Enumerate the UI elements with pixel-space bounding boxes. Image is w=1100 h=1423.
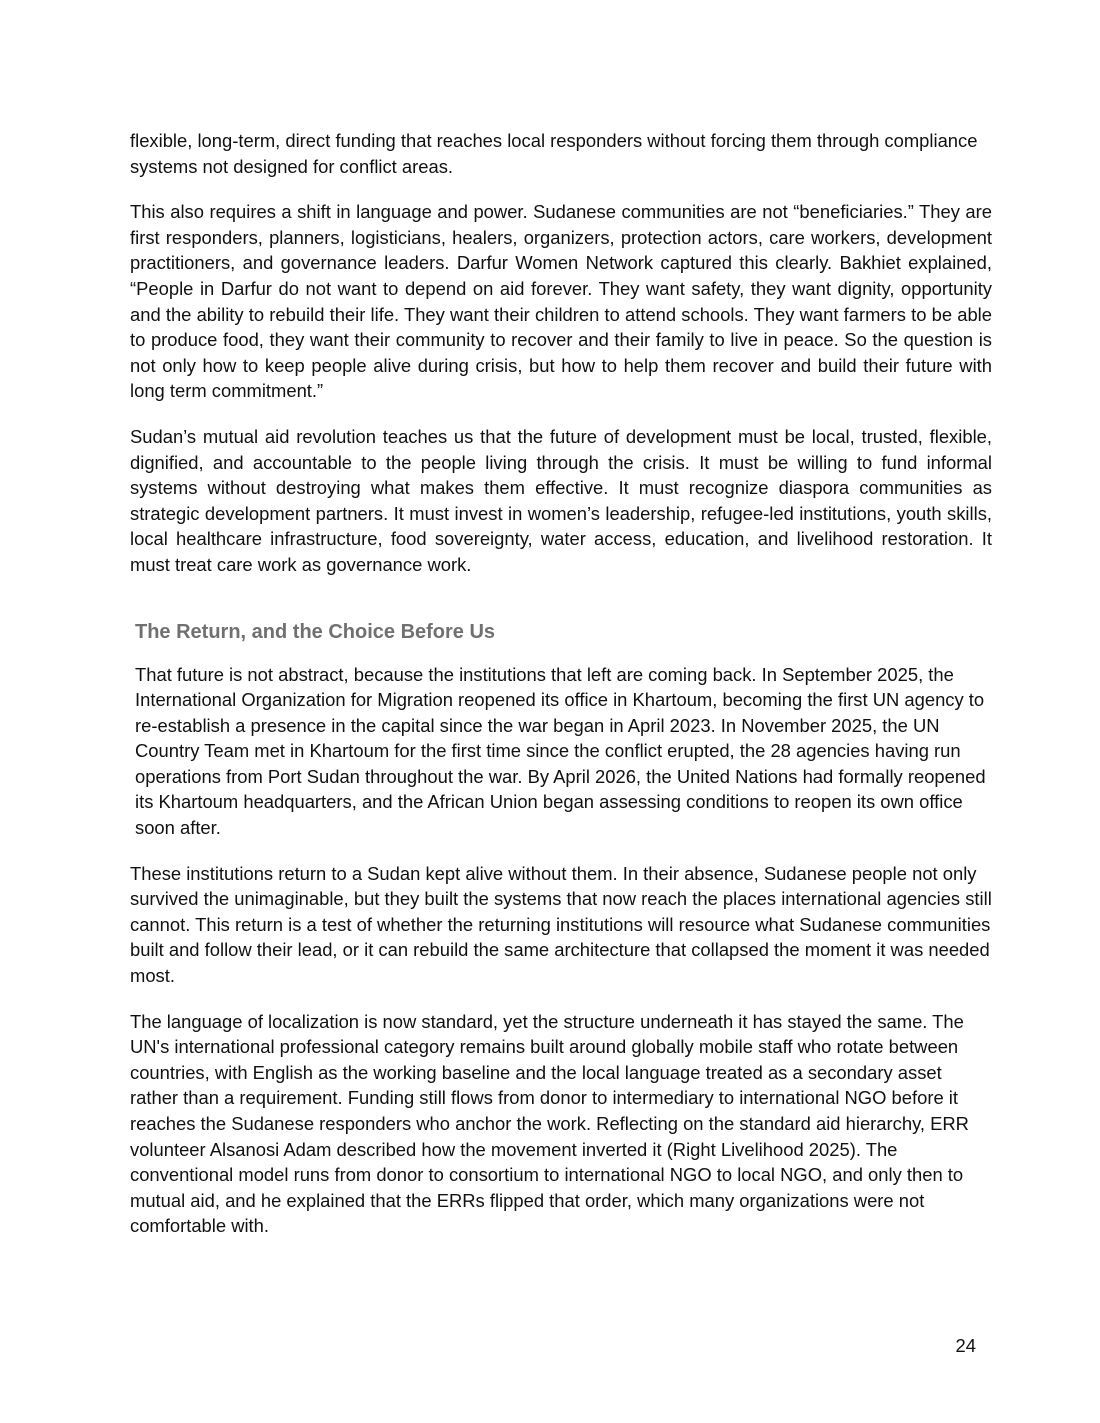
paragraph-institutions-returning: That future is not abstract, because the institutions that left are coming back. In September 2025, the International Organization for Migration reopened its office in Khartoum, becoming the first UN agency to re-establish a presence in the capital since the war began in April 2023. In November 2025, the UN Country Team met in Khartoum for the first time since the conflict erupted, the 28 agencies having run operations from Port Sudan throughout the war. By April 2026, the United Nations had formally reopened its Khartoum headquarters, and the African Union began assessing conditions to reopen its own office soon after. <box>135 663 986 839</box>
paragraph-mutual-aid-revolution: Sudan’s mutual aid revolution teaches us that the future of development must be local, trusted, flexible, dignified, and accountable to the people living through the crisis. It must be willing to fund informal systems without destroying what makes them effective. It must recognize diaspora communities as strategic development partners. It must invest in women’s leadership, refugee-led institutions, youth skills, local healthcare infrastructure, food sovereignty, water access, education, and livelihood restoration. It must treat care work as governance work. <box>130 425 992 575</box>
paragraph-funding-continuation: flexible, long-term, direct funding that reaches local responders without forcing them through compliance systems not designed for conflict areas. <box>130 130 978 177</box>
section-heading: The Return, and the Choice Before Us <box>135 620 496 643</box>
paragraph-sudan-kept-alive: These institutions return to a Sudan kept alive without them. In their absence, Sudanese people not only survived the unimaginable, but they built the systems that now reach the places international agencies still cannot. This return is a test of whether the returning institutions will resource what Sudanese communities built and follow their lead, or it can rebuild the same architecture that collapsed the moment it was needed most. <box>130 862 992 987</box>
paragraph-language-of-localization: The language of localization is now standard, yet the structure underneath it has stayed the same. The UN's international professional category remains built around globally mobile staff who rotate between countries, with English as the working baseline and the local language treated as a secondary asset rather than a requirement. Funding still flows from donor to intermediary to international NGO before it reaches the Sudanese responders who anchor the work. Reflecting on the standard aid hierarchy, ERR volunteer Alsanosi Adam described how the movement inverted it (Right Livelihood 2025). The conventional model runs from donor to consortium to international NGO to local NGO, and only then to mutual aid, and he explained that the ERRs flipped that order, which many organizations were not comfortable with. <box>130 1010 969 1237</box>
page-body <box>130 128 992 1259</box>
paragraph-language-and-power: This also requires a shift in language and power. Sudanese communities are not “beneficiaries.” They are first responders, planners, logisticians, healers, organizers, protection actors, care workers, development practitioners, and governance leaders. Darfur Women Network captured this clearly. Bakhiet explained, “People in Darfur do not want to depend on aid forever. They want safety, they want dignity, opportunity and the ability to rebuild their life. They want their children to attend schools. They want farmers to be able to produce food, they want their community to recover and their family to live in peace. So the question is not only how to keep people alive during crisis, but how to help them recover and build their future with long term commitment.” <box>130 201 992 402</box>
page-number: 24 <box>955 1335 976 1356</box>
